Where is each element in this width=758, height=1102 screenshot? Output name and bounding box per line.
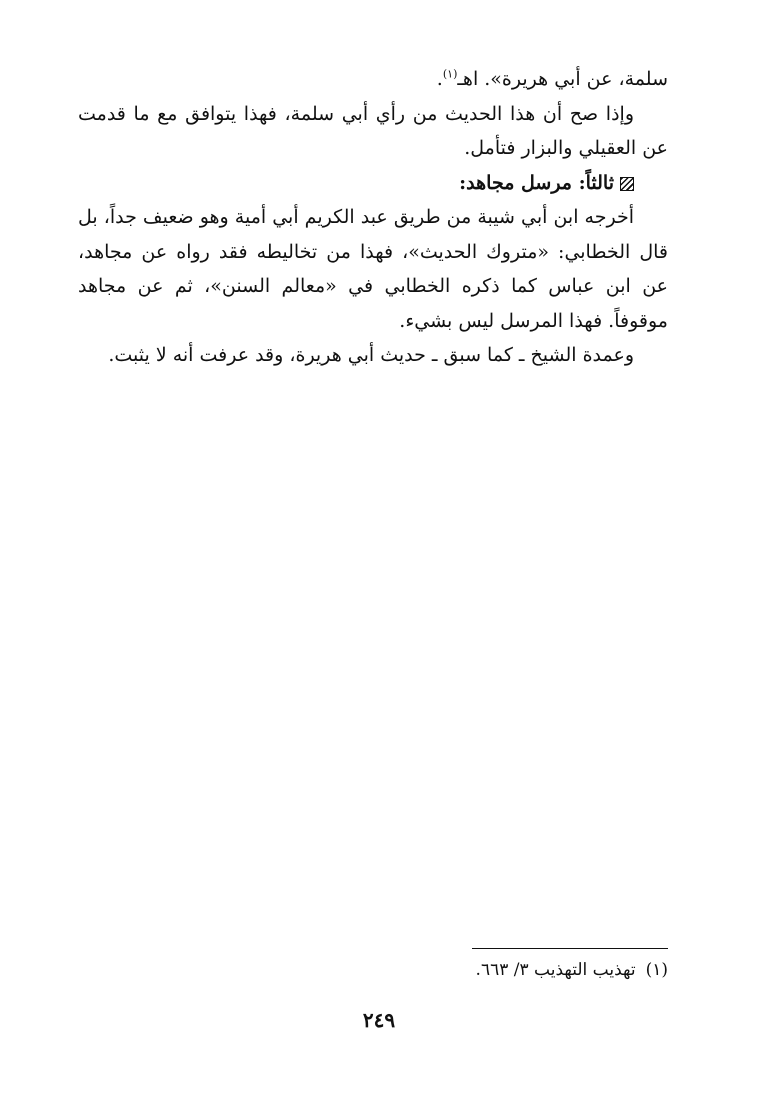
paragraph-abu-salama: وإذا صح أن هذا الحديث من رأي أبي سلمة، فهذا يتوافق مع ما قدمت عن العقيلي والبزار فتأمل. (78, 102, 668, 159)
footnote-divider (472, 948, 668, 949)
footnote (476, 958, 668, 982)
continuation-end: . (436, 68, 443, 90)
square-bullet-icon (620, 177, 634, 191)
footnote-number: (١) (645, 960, 668, 980)
continuation-line (78, 62, 668, 97)
main-text (78, 62, 668, 373)
section-heading (78, 166, 668, 201)
continuation-text: سلمة، عن أبي هريرة». اهـ (457, 68, 668, 90)
section-heading-text: ثالثاً: مرسل مجاهد: (459, 171, 614, 194)
page-number: ٢٤٩ (362, 1008, 396, 1032)
footnote-reference: (١) (442, 67, 458, 81)
footnote-text: تهذيب التهذيب ٣/ ٦٦٣. (475, 960, 636, 980)
paragraph-ibn-abi-shaybah: أخرجه ابن أبي شيبة من طريق عبد الكريم أبي أمية وهو ضعيف جداً، بل قال الخطابي: «متروك الحديث»، فهذا من تخاليطه فقد رواه عن مجاهد، عن ابن عباس كما ذكره الخطابي في «معالم السنن»، ثم عن مجاهد موقوفاً. فهذا المرسل ليس بشيء. (78, 206, 668, 332)
paragraph-conclusion: وعمدة الشيخ ـ كما سبق ـ حديث أبي هريرة، وقد عرفت أنه لا يثبت. (108, 344, 634, 366)
